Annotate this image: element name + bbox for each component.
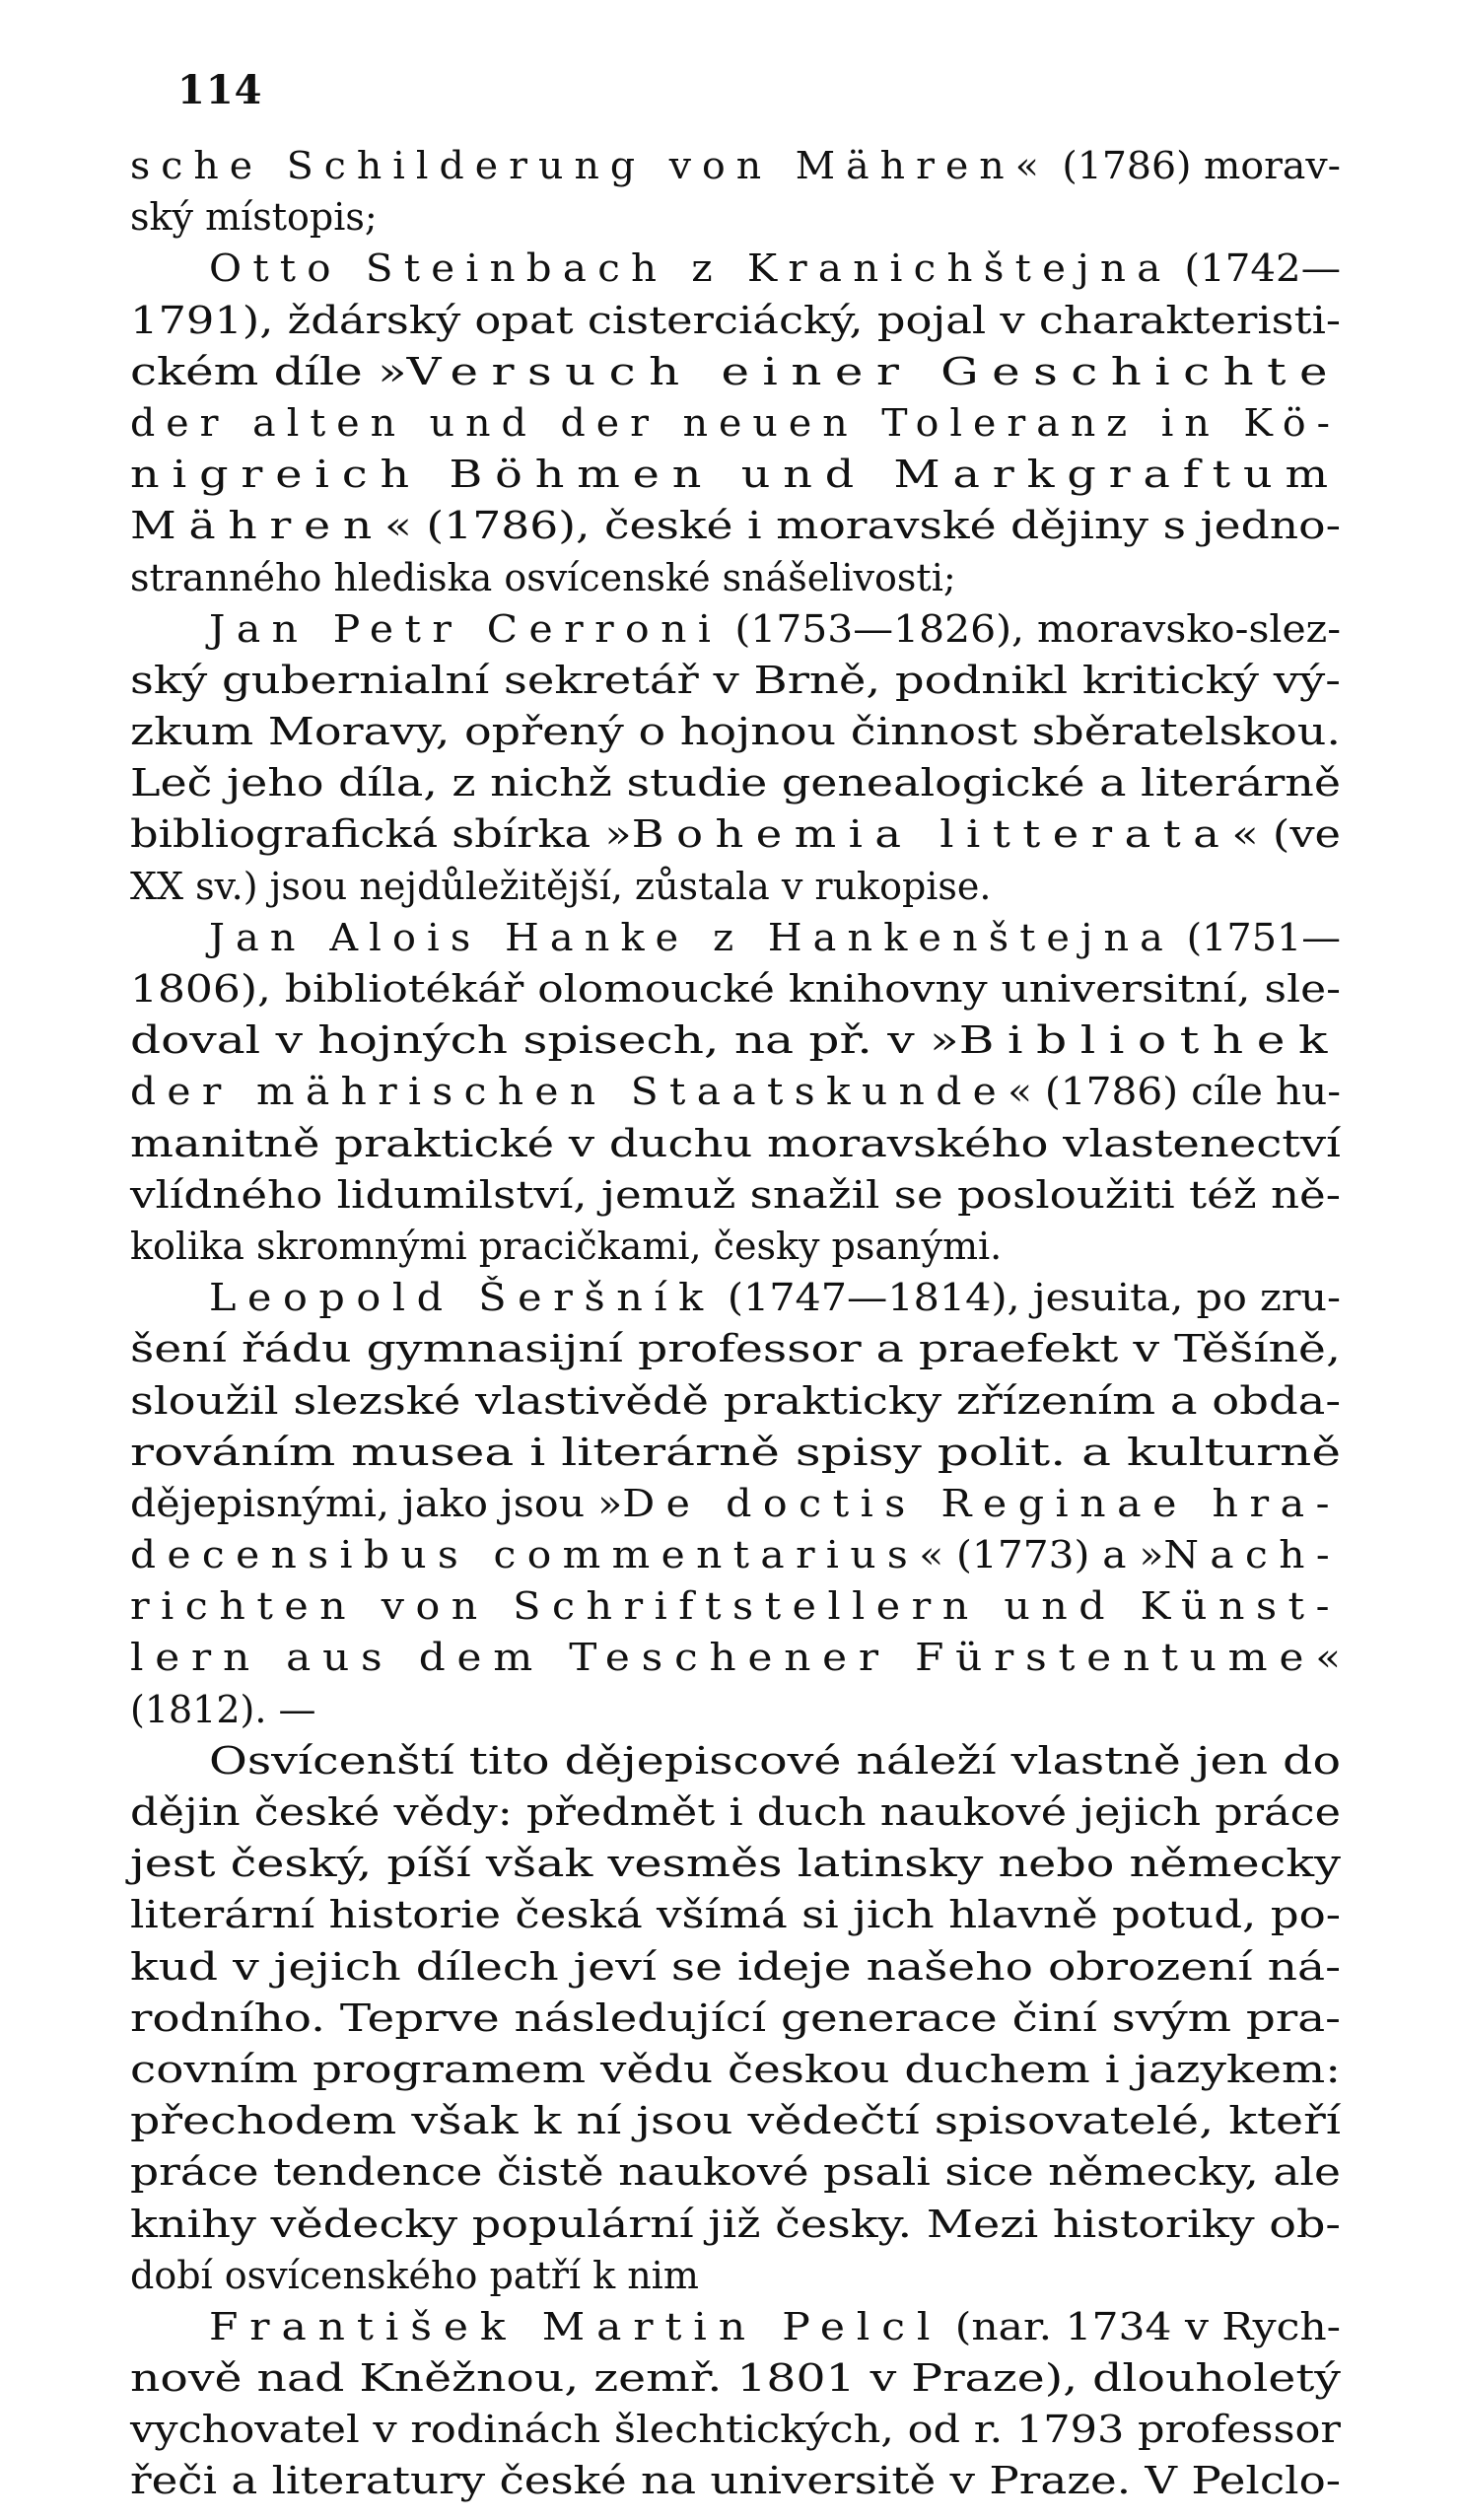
text-segment: (1753—1826), moravsko-slez- — [722, 606, 1341, 651]
spaced-name: Jan Alois Hanke z Hankenštejna — [209, 915, 1174, 959]
text-line — [130, 2455, 1341, 2506]
text-segment: ckém díle » — [130, 349, 407, 393]
spaced-name: Bohemia litterata — [631, 812, 1232, 857]
spaced-name: Jan Petr Cerroni — [209, 606, 723, 651]
text-line — [130, 2095, 1341, 2146]
spaced-name: Bibliothek — [958, 1018, 1341, 1063]
text-line — [130, 1375, 1341, 1427]
spaced-name: richten von Schriftstellern und Künst- — [130, 1584, 1341, 1629]
text-line — [130, 757, 1341, 808]
text-segment: « (1786) cíle hu- — [1008, 1070, 1341, 1114]
text-segment: bibliografická sbírka » — [130, 812, 632, 857]
text-segment: doval v hojných spisech, na př. v » — [130, 1018, 959, 1063]
text-line — [130, 449, 1341, 500]
text-segment: přechodem však k ní jsou vědečtí spisovatelé, kteří — [130, 2099, 1341, 2143]
spaced-name: Leopold Šeršník — [209, 1276, 715, 1320]
text-segment: manitně praktické v duchu moravského vlastenectví — [130, 1121, 1341, 1165]
text-line — [130, 191, 1341, 243]
text-line — [130, 2199, 1341, 2250]
text-segment: kud v jejich dílech jeví se ideje našeho obrození ná- — [130, 1944, 1341, 1989]
spaced-name: sche Schilderung von Mähren« — [130, 144, 1050, 187]
text-line — [130, 1427, 1341, 1478]
text-segment: 1791), ždárský opat cisterciácký, pojal v charakteristi- — [130, 298, 1341, 342]
text-segment: « (1786), české i moravské dějiny s jedno- — [384, 504, 1342, 548]
text-segment: (1747—1814), jesuita, po zru- — [714, 1276, 1341, 1320]
text-segment: práce tendence čistě naukové psali sice německy, ale — [130, 2150, 1341, 2195]
text-line — [130, 1529, 1341, 1580]
text-line — [130, 295, 1341, 346]
text-segment: nově nad Kněžnou, zemř. 1801 v Praze), dlouholetý — [130, 2356, 1341, 2401]
spaced-name: lern aus dem Teschener Fürstentume — [130, 1636, 1316, 1680]
text-line — [130, 1272, 1341, 1323]
text-line — [130, 2352, 1341, 2404]
text-line — [130, 861, 1341, 912]
spaced-name: der alten und der neuen Toleranz in Kö- — [130, 400, 1341, 445]
text-segment: sloužil slezské vlastivědě prakticky zřízením a obda- — [130, 1378, 1341, 1423]
body-text — [130, 140, 1341, 2507]
text-segment: knihy vědecky populární již česky. Mezi historiky ob- — [130, 2202, 1341, 2246]
spaced-name: Versuch einer Geschichte — [406, 349, 1341, 393]
text-line — [130, 963, 1341, 1015]
text-line — [130, 1015, 1341, 1066]
text-line — [130, 2044, 1341, 2095]
spaced-name: der mährischen Staatskunde — [130, 1070, 1009, 1114]
text-line — [130, 1889, 1341, 1940]
text-line — [130, 397, 1341, 449]
text-line — [130, 603, 1341, 655]
text-segment: vychovatel v rodinách šlechtických, od r. 1793 professor — [130, 2408, 1341, 2452]
text-line — [130, 1993, 1341, 2044]
text-segment: dějin české vědy: předmět i duch naukové jejich práce — [130, 1790, 1341, 1834]
text-line — [130, 808, 1341, 860]
text-segment: vlídného lidumilství, jemuž snažil se posloužiti též ně- — [130, 1172, 1341, 1217]
text-segment: ský gubernialní sekretář v Brně, podnikl kritický vý- — [130, 658, 1341, 702]
text-segment: jest český, píší však vesměs latinsky nebo německy — [130, 1842, 1341, 1886]
text-segment: Leč jeho díla, z nichž studie genealogické a literárně — [130, 761, 1341, 805]
spaced-name: Mähren — [130, 504, 385, 548]
text-line — [130, 140, 1341, 191]
text-segment: ský místopis; — [130, 195, 378, 240]
text-segment: (1742— — [1171, 246, 1341, 291]
text-line — [130, 706, 1341, 757]
text-segment: (1812). — — [130, 1687, 316, 1731]
text-segment: rodního. Teprve následující generace činí svým pra- — [130, 1995, 1341, 2040]
text-line — [130, 655, 1341, 706]
spaced-name: František Martin Pelcl — [209, 2304, 942, 2348]
page-number: 114 — [177, 67, 263, 113]
spaced-name: nigreich Böhmen und Markgraftum — [130, 453, 1341, 497]
text-segment: « (1773) a » — [919, 1533, 1164, 1577]
text-line — [130, 1786, 1341, 1838]
text-segment: (1786) morav- — [1049, 144, 1341, 187]
text-line — [130, 2146, 1341, 2198]
text-line — [130, 1478, 1341, 1529]
text-segment: rováním musea i literárně spisy polit. a kulturně — [130, 1430, 1341, 1474]
text-line — [130, 2301, 1341, 2352]
spaced-name: Nach- — [1163, 1533, 1341, 1577]
text-segment: covním programem vědu českou duchem i jazykem: — [130, 2047, 1341, 2091]
text-line — [130, 912, 1341, 963]
text-line — [130, 1684, 1341, 1735]
text-segment: XX sv.) jsou nejdůležitější, zůstala v rukopise. — [130, 864, 992, 908]
text-line — [130, 2404, 1341, 2455]
text-segment: dobí osvícenského patří k nim — [130, 2253, 699, 2297]
text-line — [130, 1323, 1341, 1374]
text-segment: stranného hlediska osvícenské snášelivosti; — [130, 555, 956, 599]
spaced-name: Otto Steinbach z Kranichštejna — [209, 246, 1172, 291]
text-line — [130, 2250, 1341, 2301]
text-segment: řeči a literatury české na universitě v Praze. V Pelclo- — [130, 2459, 1341, 2503]
text-segment: (nar. 1734 v Rych- — [941, 2304, 1341, 2348]
spaced-name: De doctis Reginae hra- — [622, 1481, 1341, 1525]
text-line — [130, 346, 1341, 397]
text-segment: (1751— — [1173, 915, 1341, 959]
text-line — [130, 1169, 1341, 1221]
text-line — [130, 552, 1341, 603]
text-line — [130, 1632, 1341, 1683]
text-segment: dějepisnými, jako jsou » — [130, 1481, 623, 1525]
text-line — [130, 1735, 1341, 1786]
text-segment: kolika skromnými pracičkami, česky psanými. — [130, 1224, 1003, 1268]
text-line — [130, 500, 1341, 551]
text-segment: šení řádu gymnasijní professor a praefekt v Těšíně, — [130, 1327, 1341, 1371]
text-line — [130, 1580, 1341, 1632]
text-line — [130, 1066, 1341, 1117]
text-line — [130, 243, 1341, 294]
text-line — [130, 1118, 1341, 1169]
text-segment: « (ve — [1231, 812, 1341, 857]
text-segment: literární historie česká všímá si jich hlavně potud, po- — [130, 1893, 1341, 1937]
text-segment: « — [1315, 1636, 1341, 1680]
text-segment: Osvícenští tito dějepiscové náleží vlastně jen do — [209, 1738, 1341, 1783]
text-segment: zkum Moravy, opřený o hojnou činnost sběratelskou. — [130, 710, 1341, 754]
text-segment: 1806), bibliotékář olomoucké knihovny universitní, sle- — [130, 967, 1341, 1011]
text-line — [130, 1838, 1341, 1889]
text-line — [130, 1221, 1341, 1272]
spaced-name: decensibus commentarius — [130, 1533, 920, 1577]
text-line — [130, 1941, 1341, 1993]
